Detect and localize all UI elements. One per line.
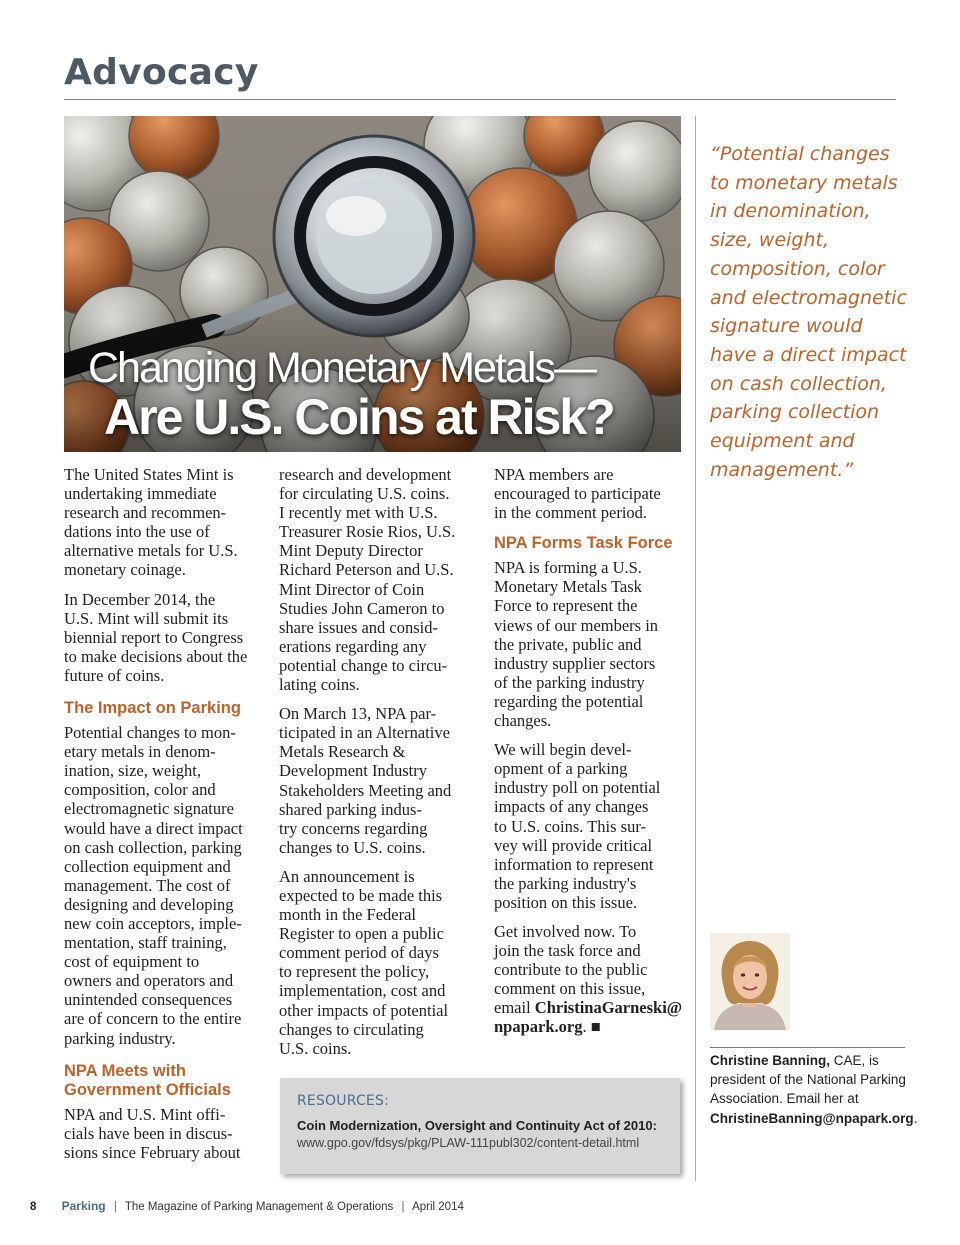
header-divider: [64, 99, 896, 100]
bio-divider: [710, 1047, 905, 1048]
pull-quote: “Potential changes to monetary metals in denomination, size, weight, composition, color and electromagnetic signature would have a direct impact on cash collection, parking collection equipment and management.”: [710, 143, 907, 481]
paragraph: An announcement is expected to be made this month in the Federal Register to open a public comment period of days to represent the policy, implementation, cost and other impacts of potential changes to circulating U.S. coins.: [279, 866, 449, 1058]
bio-end: .: [913, 1110, 918, 1126]
resources-box: [280, 1078, 680, 1174]
contact-text: Get involved now. To join the task force and contribute to the public comment on this issue, email: [494, 921, 648, 1018]
paragraph: We will begin devel- opment of a parking industry poll on potential impacts of any changes to U.S. coins. This sur- vey will provide critical information to represent the parking industry's position on this issue.: [494, 740, 661, 912]
footer-separator: |: [113, 1201, 117, 1213]
email-line-2: npapark.org: [494, 1017, 583, 1037]
sidebar-divider: [695, 116, 696, 1181]
paragraph: NPA is forming a U.S. Monetary Metals Task Force to represent the views of our members in the private, public and industry supplier sectors of the parking industry regarding the potential changes.: [494, 558, 659, 731]
footer-separator: |: [401, 1201, 405, 1213]
issue-date: April 2014: [412, 1201, 464, 1213]
paragraph: NPA members are encouraged to participate in the comment period.: [494, 465, 661, 523]
paragraph: Potential changes to mon- etary metals in denom- ination, size, weight, composition, color and electromagnetic signature would have a direct impact on cash collection, parking collection equipment and management. The cost of designing and developing new coin acceptors, imple- mentation, staff training, cost of equipment to owners and operators and unintended consequences are of concern to the entire parking industry.: [64, 723, 243, 1048]
paragraph: The United States Mint is undertaking immediate research and recommen- dations into the use of alternative metals for U.S. monetary coinage.: [64, 465, 238, 580]
author-email-link[interactable]: ChristineBanning@npapark.org: [710, 1110, 914, 1126]
hero-image: [64, 116, 681, 452]
magazine-name: Parking: [61, 1199, 106, 1213]
page-number: 8: [30, 1201, 37, 1213]
author-name: Christine Banning,: [710, 1053, 831, 1068]
paragraph: In December 2014, the U.S. Mint will submit its biennial report to Congress to make decisions about the future of coins.: [64, 589, 248, 685]
author-photo: [710, 933, 790, 1030]
subheading-impact-on-parking: The Impact on Parking: [64, 699, 241, 718]
hero-title-line2: Are U.S. Coins at Risk?: [104, 389, 614, 445]
end-mark: . ■: [582, 1017, 601, 1037]
article-column-3: [494, 465, 687, 1047]
resources-title: Coin Modernization, Oversight and Continuity Act of 2010:: [297, 1118, 657, 1133]
magazine-subtitle: The Magazine of Parking Management & Operations: [124, 1201, 394, 1213]
paragraph: On March 13, NPA par- ticipated in an Alternative Metals Research & Development Industry Stakeholders Meeting and shared parking indus- try concerns regarding changes to U.S. coins.: [279, 704, 452, 857]
paragraph: research and development for circulating U.S. coins. I recently met with U.S. Treasurer Rosie Rios, U.S. Mint Deputy Director Richard Peterson and U.S. Mint Director of Coin Studies John Cameron to share issues and consid- erations regarding any potential change to circu- lating coins.: [279, 465, 456, 695]
hero-title-line1: Changing Monetary Metals—: [88, 344, 595, 392]
resources-heading: RESOURCES:: [297, 1093, 389, 1109]
email-line-1: ChristinaGarneski@: [534, 998, 683, 1018]
article-column-2: [279, 465, 472, 1068]
subheading-npa-meets-officials: NPA Meets with Government Officials: [64, 1061, 231, 1099]
section-title: Advocacy: [64, 52, 259, 93]
author-portrait: [710, 933, 790, 1030]
author-bio: [710, 1051, 918, 1128]
paragraph-contact: [494, 922, 687, 1037]
bio-text: CAE, is president of the National Parking Association. Email her at: [710, 1053, 906, 1107]
page-footer: [30, 1199, 464, 1213]
paragraph: NPA and U.S. Mint offi- cials have been in discus- sions since February about: [64, 1104, 241, 1162]
subheading-task-force: NPA Forms Task Force: [494, 534, 673, 553]
article-column-1: [64, 465, 257, 1172]
resources-link[interactable]: www.gpo.gov/fdsys/pkg/PLAW-111publ302/content-detail.html: [297, 1136, 640, 1150]
